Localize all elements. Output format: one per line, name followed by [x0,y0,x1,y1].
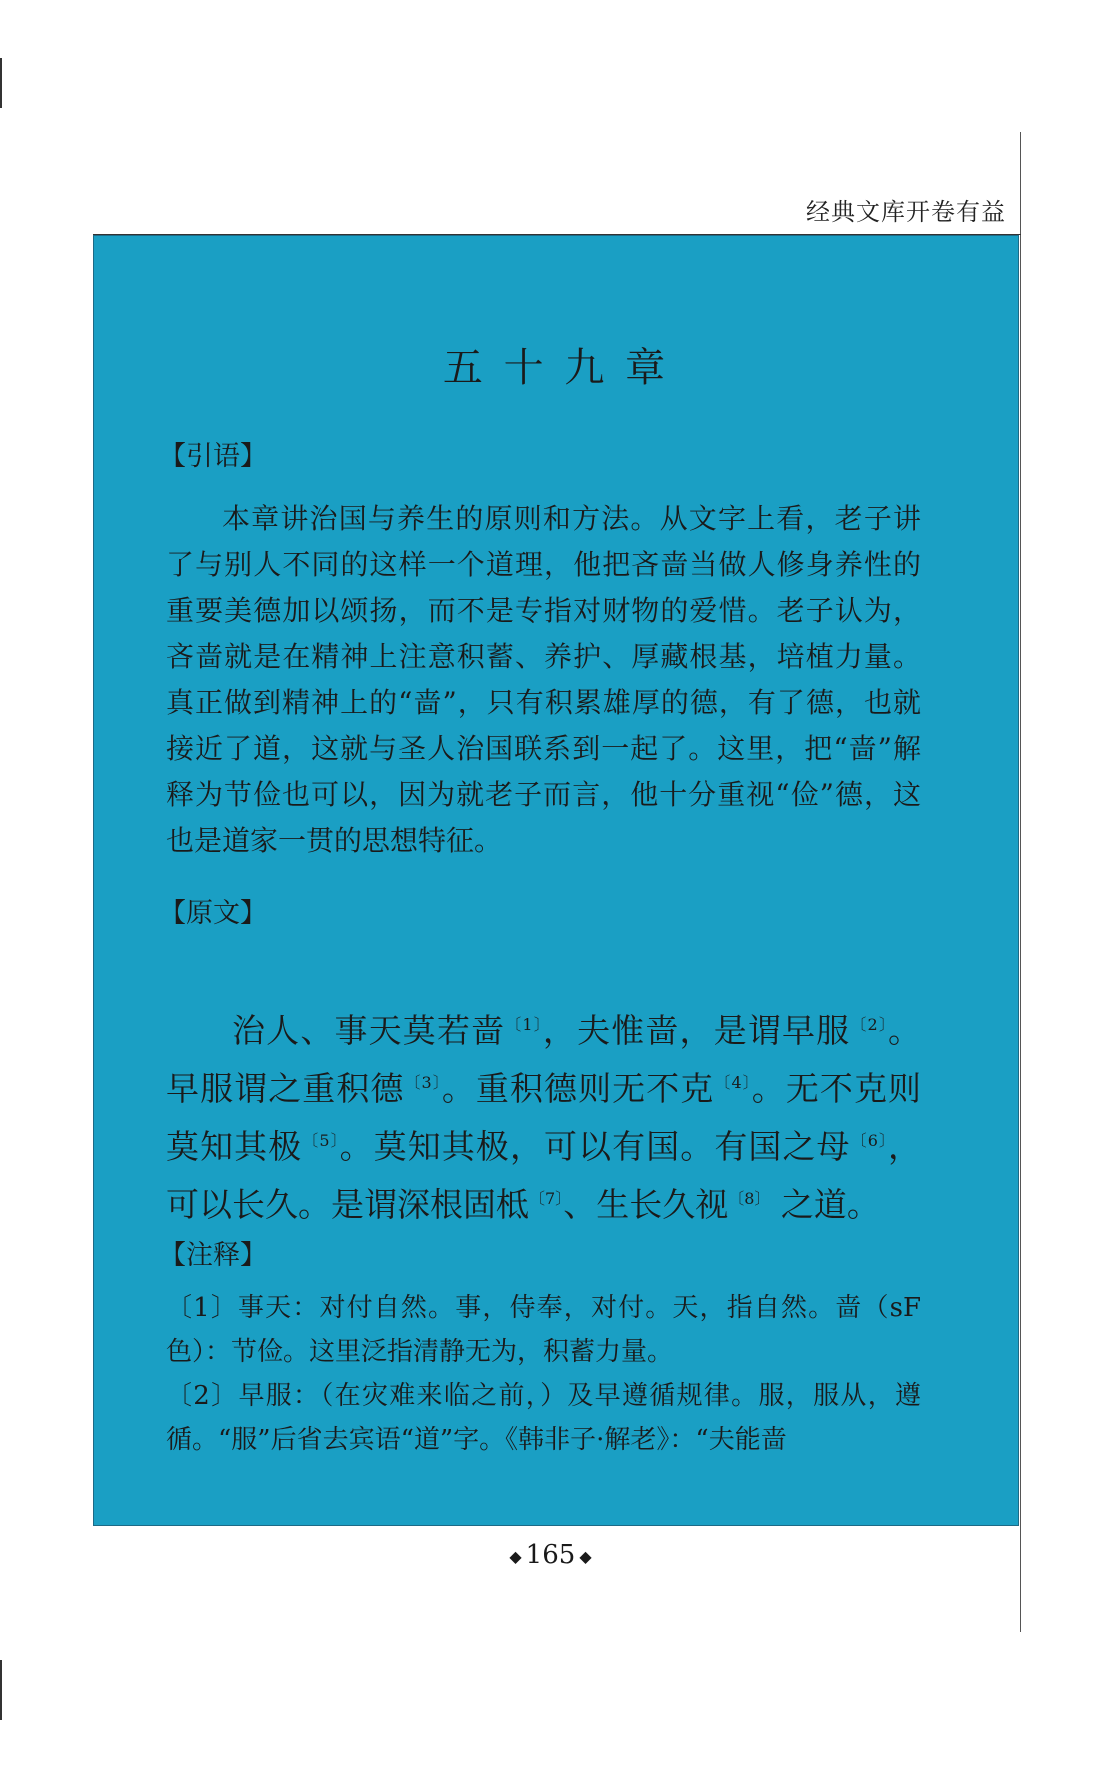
page-number [0,1540,1101,1570]
original-segment: ，夫惟啬，是谓早服 [542,1011,851,1050]
original-segment: 治人、事天莫若啬 [232,1011,506,1050]
footnote-marker: 〔3〕 [404,1073,442,1092]
note-1: 〔1〕事天：对付自然。事，侍奉，对付。天，指自然。啬（sF色）：节俭。这里泛指清静无为，积蓄力量。 [166,1293,921,1367]
chapter-title: 五 十 九 章 [442,345,670,391]
crop-mark-bottom [0,1660,2,1720]
crop-mark-top [0,58,2,108]
footnote-marker: 〔2〕 [850,1015,888,1034]
footnote-marker: 〔4〕 [714,1073,752,1092]
original-segment: 。重积德则无不克 [441,1069,715,1108]
original-label: 【原文】 [159,898,267,929]
footnote-marker: 〔8〕 [728,1189,771,1208]
original-segment: ，可以长久。是谓深根固柢 [166,1127,922,1224]
running-head: 经典文库开卷有益 [806,198,1006,226]
footnote-marker: 〔1〕 [505,1015,543,1034]
footnote-marker: 〔7〕 [529,1189,564,1208]
intro-label: 【引语】 [159,441,267,472]
page-number-value: 165 [525,1540,576,1570]
original-text [166,999,921,1231]
footnote-marker: 〔5〕 [302,1131,340,1150]
binding-rule [1020,132,1021,1632]
note-2: 〔2〕早服：（在灾难来临之前，）及早遵循规律。服，服从，遵循。“服”后省去宾语“道”字。《韩非子·解老》：“夫能啬 [166,1381,921,1455]
original-segment: 、生长久视 [563,1185,729,1224]
original-segment: 。莫知其极，可以有国。有国之母 [339,1127,851,1166]
diamond-left-icon: ◆ [509,1546,522,1566]
notes-label: 【注释】 [159,1240,267,1271]
footnote-marker: 〔6〕 [850,1131,889,1150]
intro-paragraph: 本章讲治国与养生的原则和方法。从文字上看，老子讲了与别人不同的这样一个道理，他把吝啬当做人修身养性的重要美德加以颂扬，而不是专指对财物的爱惜。老子认为，吝啬就是在精神上注意积蓄、养护、厚藏根基，培植力量。真正做到精神上的“啬”，只有积累雄厚的德，有了德，也就接近了道，这就与圣人治国联系到一起了。这里，把“啬”解释为节俭也可以，因为就老子而言，他十分重视“俭”德，这也是道家一贯的思想特征。 [166,502,921,857]
original-segment: 。无不克则莫知其极 [166,1069,922,1166]
original-segment: 之道。 [770,1185,880,1224]
original-segment: 。早服谓之重积德 [166,1011,921,1108]
content-panel [93,235,1019,1526]
diamond-right-icon: ◆ [579,1546,592,1566]
